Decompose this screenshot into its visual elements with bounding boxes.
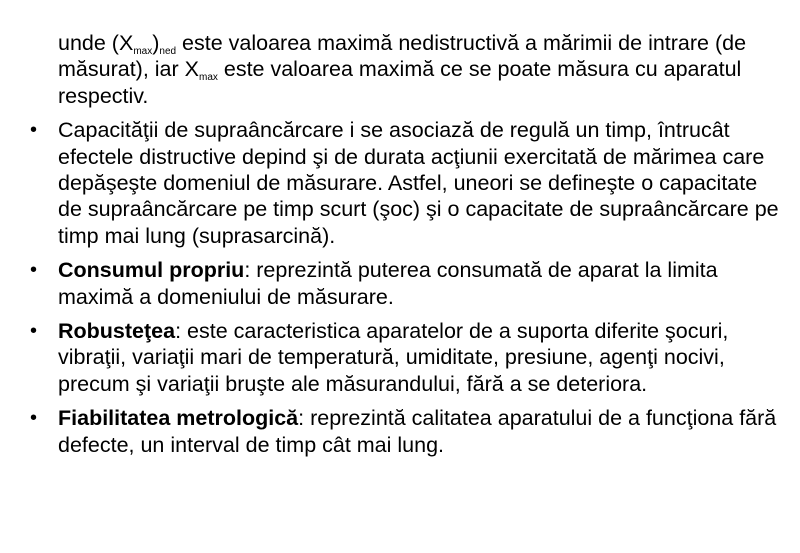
term-robustness: Robusteţea: [58, 319, 176, 344]
intro-paragraph: [30, 30, 785, 109]
term-consumption: Consumul propriu: [58, 258, 245, 283]
bullet-text-overload: Capacităţii de supraâncărcare i se asociază de regulă un timp, întrucât efectele distructive depind şi de durata acţiunii exercitată de mărimea care depăşeşte domeniul de măsurare. Astfel, uneori se defineşte o capacitate de supraâncărcare pe timp scurt (şoc) şi o capacitate de supraâncărcare pe timp mai lung (suprasarcină).: [58, 118, 779, 248]
bullet-icon: •: [30, 119, 38, 142]
subscript-max-2: max: [198, 72, 218, 84]
bullet-item-reliability: [30, 405, 785, 458]
term-reliability: Fiabilitatea metrologică: [58, 406, 299, 431]
bullet-icon: •: [30, 407, 38, 430]
bullet-icon: •: [30, 320, 38, 343]
subscript-ned: ned: [159, 46, 177, 57]
bullet-item-robustness: [30, 318, 785, 397]
slide-body: [30, 30, 785, 466]
intro-text-4: este valoarea maximă ce se poate măsura cu aparatul respectiv.: [58, 57, 742, 108]
intro-text-3: este valoarea maximă nedistructivă a mărimii de intrare (de măsurat), iar X: [58, 31, 747, 82]
bullet-icon: •: [30, 259, 38, 282]
bullet-item-overload: [30, 117, 785, 249]
intro-text-1: unde (X: [58, 31, 134, 55]
subscript-max: max: [133, 46, 153, 57]
bullet-item-consumption: [30, 257, 785, 310]
bullet-text-consumption: : reprezintă puterea consumată de aparat la limita maximă a domeniului de măsurare.: [58, 258, 718, 309]
bullet-text-robustness: : este caracteristica aparatelor de a suporta diferite şocuri, vibraţii, variaţii mari de temperatură, umiditate, presiune, agenţi nocivi, precum şi variaţii bruşte ale măsurandului, fără a se deteriora.: [58, 319, 729, 396]
bullet-text-reliability: : reprezintă calitatea aparatului de a funcţiona fără defecte, un interval de timp cât mai lung.: [58, 406, 777, 457]
intro-text-2: ): [152, 31, 160, 55]
